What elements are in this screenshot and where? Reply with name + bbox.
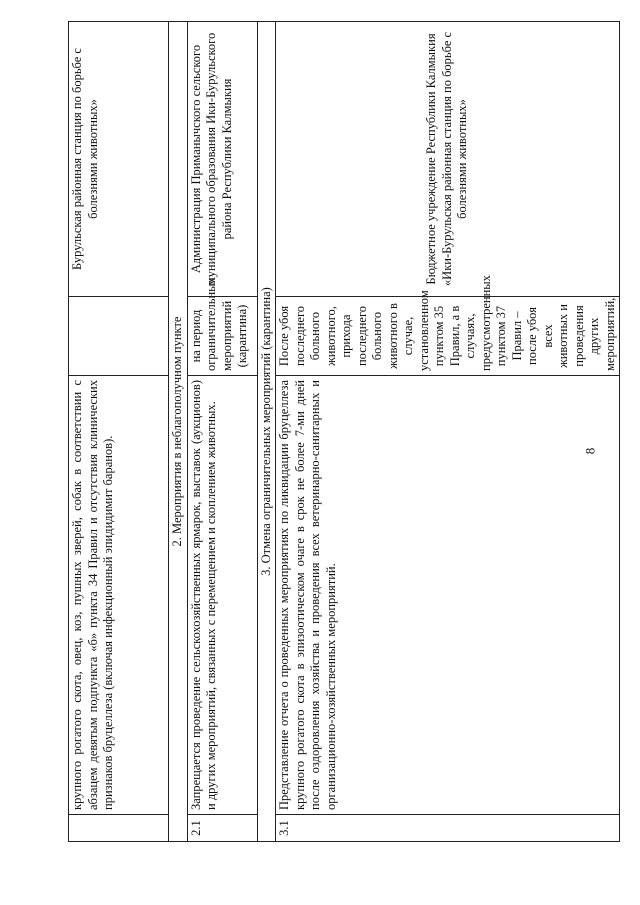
table-row	[69, 22, 169, 842]
measure-responsible: Администрация Приманычского сельского муниципального образования Ики-Бурульского района Республики Калмыкия	[187, 22, 257, 297]
table-row	[276, 22, 620, 842]
measure-description: Представление отчета о проведенных мероприятиях по ликвидации бруцеллеза крупного рогатого скота в эпизоотическом очаге в срок не более 7-ми дней после оздоровления хозяйства и проведения всех ветеринарно-санитарных и организационно-хозяйственных мероприятий.	[276, 376, 620, 815]
section-row	[169, 22, 188, 842]
measure-responsible: Бурульская районная станция по борьбе с болезнями животных»	[69, 22, 169, 297]
rotated-document-table	[68, 31, 617, 842]
page-number: 8	[582, 447, 598, 455]
row-number	[69, 815, 169, 842]
row-number: 2.1	[187, 815, 257, 842]
measure-responsible: Бюджетное учреждение Республики Калмыкия «Ики-Бурульская районная станция по борьбе с болезнями животных»	[276, 22, 620, 297]
measures-table	[68, 21, 620, 842]
measure-time	[69, 297, 169, 376]
row-number: 3.1	[276, 815, 620, 842]
measure-time: на период ограничительных мероприятий (карантина)	[187, 297, 257, 376]
section-title: 2. Мероприятия в неблагополучном пункте	[169, 22, 188, 842]
measure-description: Запрещается проведение сельскохозяйственных ярмарок, выставок (аукционов) и других мероприятий, связанных с перемещением и скоплением животных.	[187, 376, 257, 815]
measure-time: После убоя последнего больного животного, прихода последнего больного животного в случае, установленном пунктом 35 Правил, а в случаях, предусмотренных пунктом 37 Правил – после убоя всех животных и проведения других мероприятий,	[276, 297, 620, 376]
section-title: 3. Отмена ограничительных мероприятий (карантина)	[257, 22, 276, 842]
measure-description: крупного рогатого скота, овец, коз, пушных зверей, собак в соответствии с абзацем девятым подпункта «б» пункта 34 Правил и отсутствия клинических признаков бруцеллеза (включая инфекционный эпидидимит баранов).	[69, 376, 169, 815]
table-row	[187, 22, 257, 842]
section-row	[257, 22, 276, 842]
